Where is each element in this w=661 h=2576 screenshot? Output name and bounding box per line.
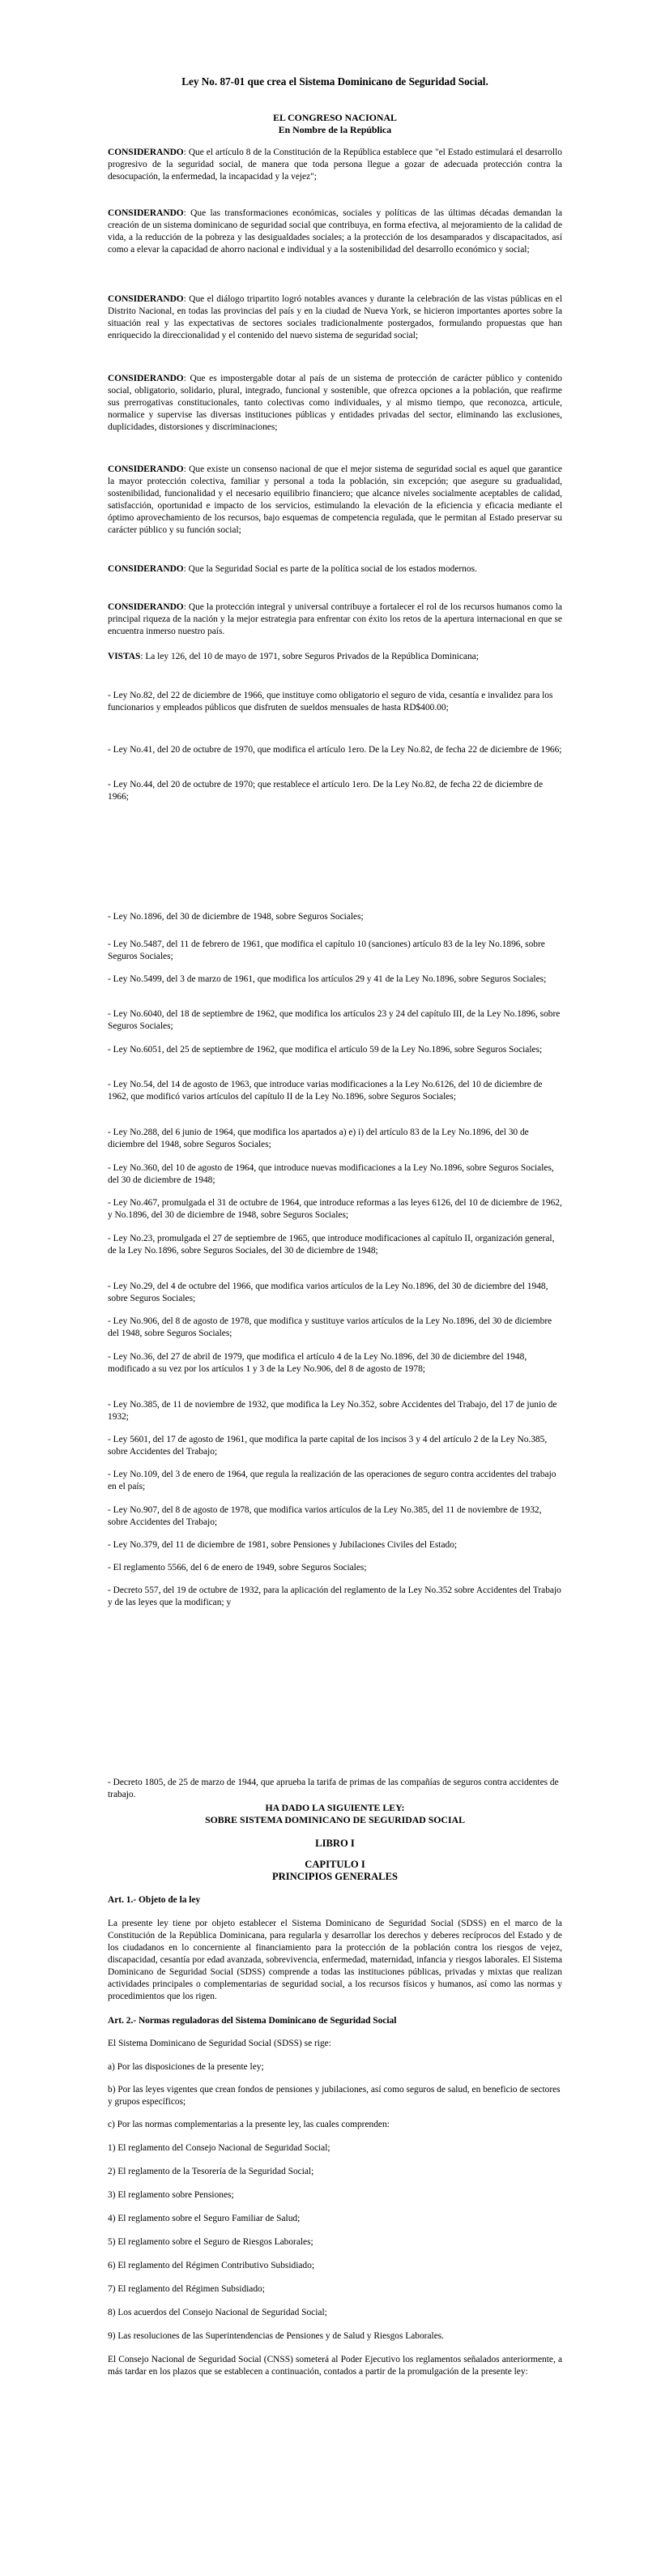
nombre-heading: En Nombre de la República	[278, 124, 392, 135]
art2-item: 6) El reglamento del Régimen Contributivo Subsidiado;	[108, 2261, 314, 2270]
considerando-text: : Que existe un consenso nacional de que el mejor sistema de seguridad social es aquel que garantice la mayor protección colectiva, familiar y personal a toda la población, sin excepción; que asegure su gradualidad, sostenibilidad, funcionalidad y el necesario equilibrio financiero; que alcance niveles socialmente aceptables de calidad, satisfacción, oportunidad e impacto de los servicios, estimulando la elevación de la eficiencia y eficacia mediante el óptimo aprovechamiento de los recursos, bajo esquemas de competencia regulada, que le permitan al Estado preservar su carácter público y su función social;	[108, 464, 562, 536]
considerando-text: : Que el diálogo tripartito logró notables avances y durante la celebración de las vistas públicas en el Distrito Nacional, en todas las provincias del país y en la ciudad de Nueva York, se hicieron importantes aportes sobre la situación real y las expectativas de sectores sociales tradicionalmente postergados, formulando propuestas que han enriquecido la direccionalidad y el contenido del nuevo sistema de seguridad social;	[108, 294, 562, 341]
art2-item: b) Por las leyes vigentes que crean fondos de pensiones y jubilaciones, así como seguros de salud, en beneficio de sectores y grupos específicos;	[108, 2085, 561, 2107]
art2-heading: Art. 2.- Normas reguladoras del Sistema Dominicano de Seguridad Social	[108, 2016, 397, 2026]
sobre-heading: SOBRE SISTEMA DOMINICANO DE SEGURIDAD SOCIAL	[205, 1814, 465, 1825]
vistas-text: : La ley 126, del 10 de mayo de 1971, sobre Seguros Privados de la República Dominicana;	[140, 652, 479, 661]
libro-heading: LIBRO I	[315, 1838, 355, 1849]
art2-item: 5) El reglamento sobre el Seguro de Riesgos Laborales;	[108, 2237, 313, 2247]
considerando-3	[108, 293, 562, 342]
art2-item: a) Por las disposiciones de la presente ley;	[108, 2062, 264, 2072]
ley-item: - Ley No.907, del 8 de agosto de 1978, que modifica varios artículos de la Ley No.385, del 11 de noviembre de 1932, sobre Accidentes del Trabajo;	[108, 1505, 542, 1528]
considerando-label: CONSIDERANDO	[108, 464, 184, 474]
considerando-7	[108, 601, 562, 638]
art1-heading: Art. 1.- Objeto de la ley	[108, 1895, 201, 1905]
considerando-label: CONSIDERANDO	[108, 148, 184, 157]
ley-item: - Decreto 557, del 19 de octubre de 1932, para la aplicación del reglamento de la Ley No.352 sobre Accidentes del Trabajo y de las leyes que la modifican; y	[108, 1585, 561, 1608]
ley-item: - Ley No.41, del 20 de octubre de 1970, que modifica el artículo 1ero. De la Ley No.82, de fecha 22 de diciembre de 1966;	[108, 745, 562, 755]
considerando-label: CONSIDERANDO	[108, 564, 184, 574]
ley-item: - Ley No.36, del 27 de abril de 1979, que modifica el artículo 4 de la Ley No.1896, del 30 de diciembre del 1948, modificado a su vez por los artículos 1 y 3 de la Ley No.906, del 8 de agosto de 1978;	[108, 1352, 527, 1375]
ley-item: - Ley No.29, del 4 de octubre del 1966, que modifica varios artículos de la Ley No.1896, del 30 de diciembre del 1948, sobre Seguros Sociales;	[108, 1282, 548, 1304]
considerando-text: : Que es impostergable dotar al país de un sistema de protección de carácter público y contenido social, obligatorio, solidario, plural, integrado, funcional y sostenible, que ofrezca opciones a la población, que reafirme sus prerrogativas constitucionales, tanto colectivas como individuales, y al mismo tiempo, que reconozca, articule, normalice y supervise las diversas instituciones públicas y entidades privadas del sector, eliminando las exclusiones, duplicidades, distorsiones y discriminaciones;	[108, 374, 562, 433]
decreto-final: - Decreto 1805, de 25 de marzo de 1944, que aprueba la tarifa de primas de las compañías de seguros contra accidentes de trabajo.	[108, 1778, 559, 1800]
art2-item: 9) Las resoluciones de las Superintendencias de Pensiones y de Salud y Riesgos Laborales.	[108, 2331, 445, 2341]
considerando-label: CONSIDERANDO	[108, 374, 184, 383]
considerando-4	[108, 373, 562, 434]
considerando-text: : Que la protección integral y universal contribuye a fortalecer el rol de los recursos humanos como la principal riqueza de la nación y la mejor estrategia para enfrentar con éxito los retos de la apertura internacional en que se encuentra inmerso nuestro país.	[108, 602, 562, 637]
principios-heading: PRINCIPIOS GENERALES	[271, 1871, 398, 1882]
capitulo-heading: CAPITULO I	[305, 1859, 365, 1870]
considerando-2	[108, 208, 562, 256]
ley-item: - Ley No.360, del 10 de agosto de 1964, que introduce nuevas modificaciones a la Ley No.1896, sobre Seguros Sociales, del 30 de diciembre de 1948;	[108, 1163, 554, 1186]
considerando-1	[108, 147, 562, 183]
considerando-6	[108, 563, 562, 576]
art2-item: c) Por las normas complementarias a la presente ley, las cuales comprenden:	[108, 2120, 390, 2129]
considerando-label: CONSIDERANDO	[108, 294, 184, 304]
ley-item: - Ley No.467, promulgada el 31 de octubre de 1964, que introduce reformas a las leyes 6126, del 10 de diciembre de 1962, y No.1896, del 30 de diciembre de 1948, sobre Seguros Sociales;	[108, 1198, 562, 1221]
considerando-text: : Que la Seguridad Social es parte de la política social de los estados modernos.	[183, 564, 477, 574]
vistas-label: VISTAS	[108, 652, 141, 661]
art2-closing: El Consejo Nacional de Seguridad Social (CNSS) someterá al Poder Ejecutivo los reglamentos señalados anteriormente, a más tardar en los plazos que se establecen a continuación, contados a partir de la promulgación de la presente ley:	[108, 2355, 562, 2377]
art2-item: 1) El reglamento del Consejo Nacional de Seguridad Social;	[108, 2143, 330, 2153]
art2-item: 3) El reglamento sobre Pensiones;	[108, 2190, 234, 2200]
ha-dado-heading: HA DADO LA SIGUIENTE LEY:	[265, 1802, 405, 1813]
ley-item: - El reglamento 5566, del 6 de enero de 1949, sobre Seguros Sociales;	[108, 1563, 367, 1573]
ley-item: - Ley No.6051, del 25 de septiembre de 1962, que modifica el artículo 59 de la Ley No.1896, sobre Seguros Sociales;	[108, 1045, 543, 1055]
considerando-5	[108, 464, 562, 537]
considerando-text: : Que el artículo 8 de la Constitución de la República establece que "el Estado estimulará el desarrollo progresivo de la seguridad social, de manera que toda persona llegue a gozar de adecuada protección contra la desocupación, la enfermedad, la incapacidad y la vejez";	[108, 148, 562, 182]
document-title: Ley No. 87-01 que crea el Sistema Dominicano de Seguridad Social.	[181, 75, 488, 88]
ley-item: - Ley No.6040, del 18 de septiembre de 1962, que modifica los artículos 23 y 24 del capítulo III, de la Ley No.1896, sobre Seguros Sociales;	[108, 1009, 561, 1032]
ley-item: - Ley No.82, del 22 de diciembre de 1966, que instituye como obligatorio el seguro de vida, cesantía e invalidez para los funcionarios y empleados públicos que disfruten de sueldos mensuales de hasta RD$400.00;	[108, 691, 553, 713]
ley-item: - Ley No.379, del 11 de diciembre de 1981, sobre Pensiones y Jubilaciones Civiles del Estado;	[108, 1540, 458, 1550]
ley-item: - Ley No.1896, del 30 de diciembre de 1948, sobre Seguros Sociales;	[108, 912, 364, 922]
considerando-label: CONSIDERANDO	[108, 208, 184, 218]
considerando-label: CONSIDERANDO	[108, 602, 184, 612]
art2-item: 4) El reglamento sobre el Seguro Familiar de Salud;	[108, 2214, 301, 2223]
congreso-heading: EL CONGRESO NACIONAL	[273, 112, 397, 123]
ley-item: - Ley No.385, de 11 de noviembre de 1932, que modifica la Ley No.352, sobre Accidentes del Trabajo, del 17 de junio de 1932;	[108, 1400, 557, 1423]
art2-item: 8) Los acuerdos del Consejo Nacional de Seguridad Social;	[108, 2308, 327, 2317]
ley-item: - Ley No.288, del 6 junio de 1964, que modifica los apartados a) e) i) del artículo 83 de la Ley No.1896, del 30 de diciembre del 1948, sobre Seguros Sociales;	[108, 1128, 529, 1150]
considerando-text: : Que las transformaciones económicas, sociales y políticas de las últimas décadas demandan la creación de un sistema dominicano de seguridad social que contribuya, en forma efectiva, al mejoramiento de la calidad de vida, a la reducción de la pobreza y las desigualdades sociales; a la protección de los desamparados y discapacitados, así como a elevar la capacidad de ahorro nacional e individual y a la sostenibilidad del desarrollo económico y social;	[108, 208, 562, 255]
art2-item: 2) El reglamento de la Tesorería de la Seguridad Social;	[108, 2167, 314, 2176]
vistas-paragraph	[108, 651, 562, 663]
ley-item: - Ley No.5487, del 11 de febrero de 1961, que modifica el capítulo 10 (sanciones) artículo 83 de la ley No.1896, sobre Seguros Sociales;	[108, 939, 545, 962]
art1-text: La presente ley tiene por objeto establecer el Sistema Dominicano de Seguridad Social (SDSS) en el marco de la Constitución de la República Dominicana, para regularla y desarrollar los derechos y deberes recíprocos del Estado y de los ciudadanos en lo concerniente al financiamiento para la protección de la población contra los riesgos de vejez, discapacidad, cesantía por edad avanzada, sobrevivencia, enfermedad, maternidad, infancia y riesgos laborales. El Sistema Dominicano de Seguridad Social (SDSS) comprende a todas las instituciones públicas, privadas y mixtas que realizan actividades principales o complementarias de seguridad social, a los recursos físicos y humanos, así como las normas y procedimientos que los rigen.	[108, 1919, 562, 2002]
ley-item: - Ley No.23, promulgada el 27 de septiembre de 1965, que introduce modificaciones al capítulo II, organización general, de la Ley No.1896, sobre Seguros Sociales, del 30 de diciembre de 1948;	[108, 1234, 555, 1256]
ley-item: - Ley No.906, del 8 de agosto de 1978, que modifica y sustituye varios artículos de la Ley No.1896, del 30 de diciembre del 1948, sobre Seguros Sociales;	[108, 1316, 552, 1339]
ley-item: - Ley No.109, del 3 de enero de 1964, que regula la realización de las operaciones de seguro contra accidentes del trabajo en el país;	[108, 1470, 557, 1492]
ley-item: - Ley No.5499, del 3 de marzo de 1961, que modifica los artículos 29 y 41 de la Ley No.1896, sobre Seguros Sociales;	[108, 974, 547, 984]
ley-item: - Ley 5601, del 17 de agosto de 1961, que modifica la parte capital de los incisos 3 y 4 del artículo 2 de la Ley No.385, sobre Accidentes del Trabajo;	[108, 1435, 548, 1457]
art2-intro: El Sistema Dominicano de Seguridad Social (SDSS) se rige:	[108, 2039, 331, 2048]
ley-item: - Ley No.54, del 14 de agosto de 1963, que introduce varias modificaciones a la Ley No.6126, del 10 de diciembre de 1962, que modificó varios artículos del capítulo II de la Ley No.1896, sobre Seguros Sociales;	[108, 1080, 543, 1102]
ley-item: - Ley No.44, del 20 de octubre de 1970; que restablece el artículo 1ero. De la Ley No.82, de fecha 22 de diciembre de 1966;	[108, 780, 544, 802]
art2-item: 7) El reglamento del Régimen Subsidiado;	[108, 2284, 265, 2294]
